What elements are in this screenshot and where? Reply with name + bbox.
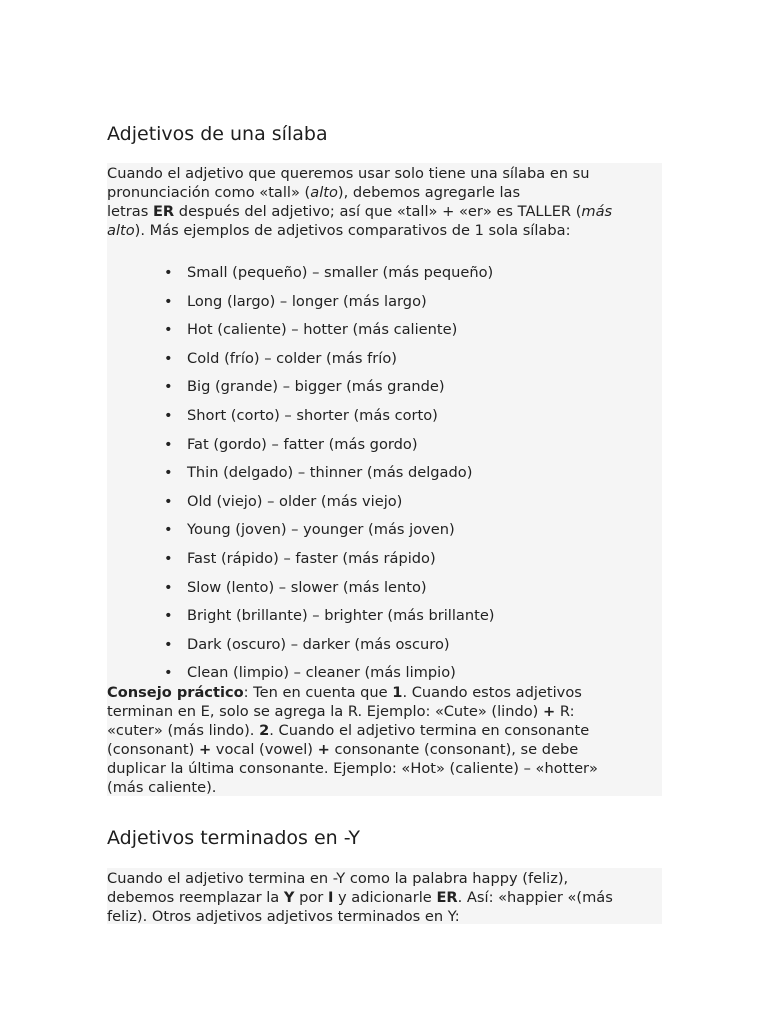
example-text: Fat (gordo) – fatter (más gordo) [187, 435, 418, 453]
example-list-item [107, 578, 495, 607]
example-text: Young (joven) – younger (más joven) [187, 521, 455, 539]
example-text: Long (largo) – longer (más largo) [187, 292, 427, 310]
tip-line-1: Consejo práctico: Ten en cuenta que 1. Cuando estos adjetivos [107, 684, 582, 701]
intro-line-4: alto). Más ejemplos de adjetivos comparativos de 1 sola sílaba: [107, 222, 571, 239]
example-text: Bright (brillante) – brighter (más brillante) [187, 607, 495, 625]
examples-list [107, 263, 495, 692]
tip-line-6: (más caliente). [107, 779, 217, 796]
example-list-item [107, 320, 495, 349]
example-text: Dark (oscuro) – darker (más oscuro) [187, 635, 450, 653]
bullet-icon: • [164, 549, 173, 567]
bullet-icon: • [164, 635, 173, 653]
tip-line-5: duplicar la última consonante. Ejemplo: «Hot» (caliente) – «hotter» [107, 760, 598, 777]
bullet-icon: • [164, 435, 173, 453]
example-text: Big (grande) – bigger (más grande) [187, 378, 445, 396]
example-list-item [107, 463, 495, 492]
tip-line-2: terminan en E, solo se agrega la R. Ejemplo: «Cute» (lindo) + R: [107, 703, 575, 720]
example-list-item [107, 635, 495, 664]
example-list-item [107, 492, 495, 521]
section-heading-one-syllable: Adjetivos de una sílaba [107, 123, 328, 145]
intro-line-3: letras ER después del adjetivo; así que «tall» + «er» es TALLER (más [107, 203, 613, 220]
bullet-icon: • [164, 378, 173, 396]
example-text: Hot (caliente) – hotter (más caliente) [187, 321, 458, 339]
ending-y-line-2: debemos reemplazar la Y por I y adicionarle ER. Así: «happier «(más [107, 889, 613, 906]
bullet-icon: • [164, 464, 173, 482]
example-text: Small (pequeño) – smaller (más pequeño) [187, 264, 494, 281]
example-text: Thin (delgado) – thinner (más delgado) [187, 464, 473, 482]
bullet-icon: • [164, 664, 173, 682]
bullet-icon: • [164, 406, 173, 424]
intro-paragraph [107, 163, 662, 240]
bullet-icon: • [164, 492, 173, 510]
example-list-item [107, 349, 495, 378]
section-heading-ending-y: Adjetivos terminados en -Y [107, 827, 360, 849]
example-list-item [107, 292, 495, 321]
example-list-item [107, 549, 495, 578]
tip-line-3: «cuter» (más lindo). 2. Cuando el adjetivo termina en consonante [107, 722, 590, 739]
bullet-icon: • [164, 349, 173, 367]
example-list-item [107, 377, 495, 406]
example-text: Fast (rápido) – faster (más rápido) [187, 549, 436, 567]
bullet-icon: • [164, 292, 173, 310]
ending-y-line-3: feliz). Otros adjetivos adjetivos terminados en Y: [107, 908, 460, 925]
example-text: Clean (limpio) – cleaner (más limpio) [187, 664, 456, 682]
intro-line-2: pronunciación como «tall» (alto), debemos agregarle las [107, 184, 521, 201]
one-syllable-block [107, 163, 662, 796]
ending-y-paragraph [107, 868, 662, 926]
example-text: Slow (lento) – slower (más lento) [187, 578, 427, 596]
tip-line-4: (consonant) + vocal (vowel) + consonante (consonant), se debe [107, 741, 579, 758]
practical-tip [107, 683, 598, 797]
bullet-icon: • [164, 607, 173, 625]
example-list-item [107, 406, 495, 435]
example-list-item [107, 263, 495, 292]
bullet-icon: • [164, 264, 173, 281]
bullet-icon: • [164, 521, 173, 539]
bullet-icon: • [164, 578, 173, 596]
example-list-item [107, 606, 495, 635]
example-text: Old (viejo) – older (más viejo) [187, 492, 403, 510]
example-list-item [107, 520, 495, 549]
example-text: Cold (frío) – colder (más frío) [187, 349, 397, 367]
intro-line-1: Cuando el adjetivo que queremos usar solo tiene una sílaba en su [107, 165, 590, 182]
example-list-item [107, 435, 495, 464]
ending-y-line-1: Cuando el adjetivo termina en -Y como la palabra happy (feliz), [107, 870, 569, 887]
bullet-icon: • [164, 321, 173, 339]
example-text: Short (corto) – shorter (más corto) [187, 406, 438, 424]
ending-y-block [107, 868, 662, 924]
